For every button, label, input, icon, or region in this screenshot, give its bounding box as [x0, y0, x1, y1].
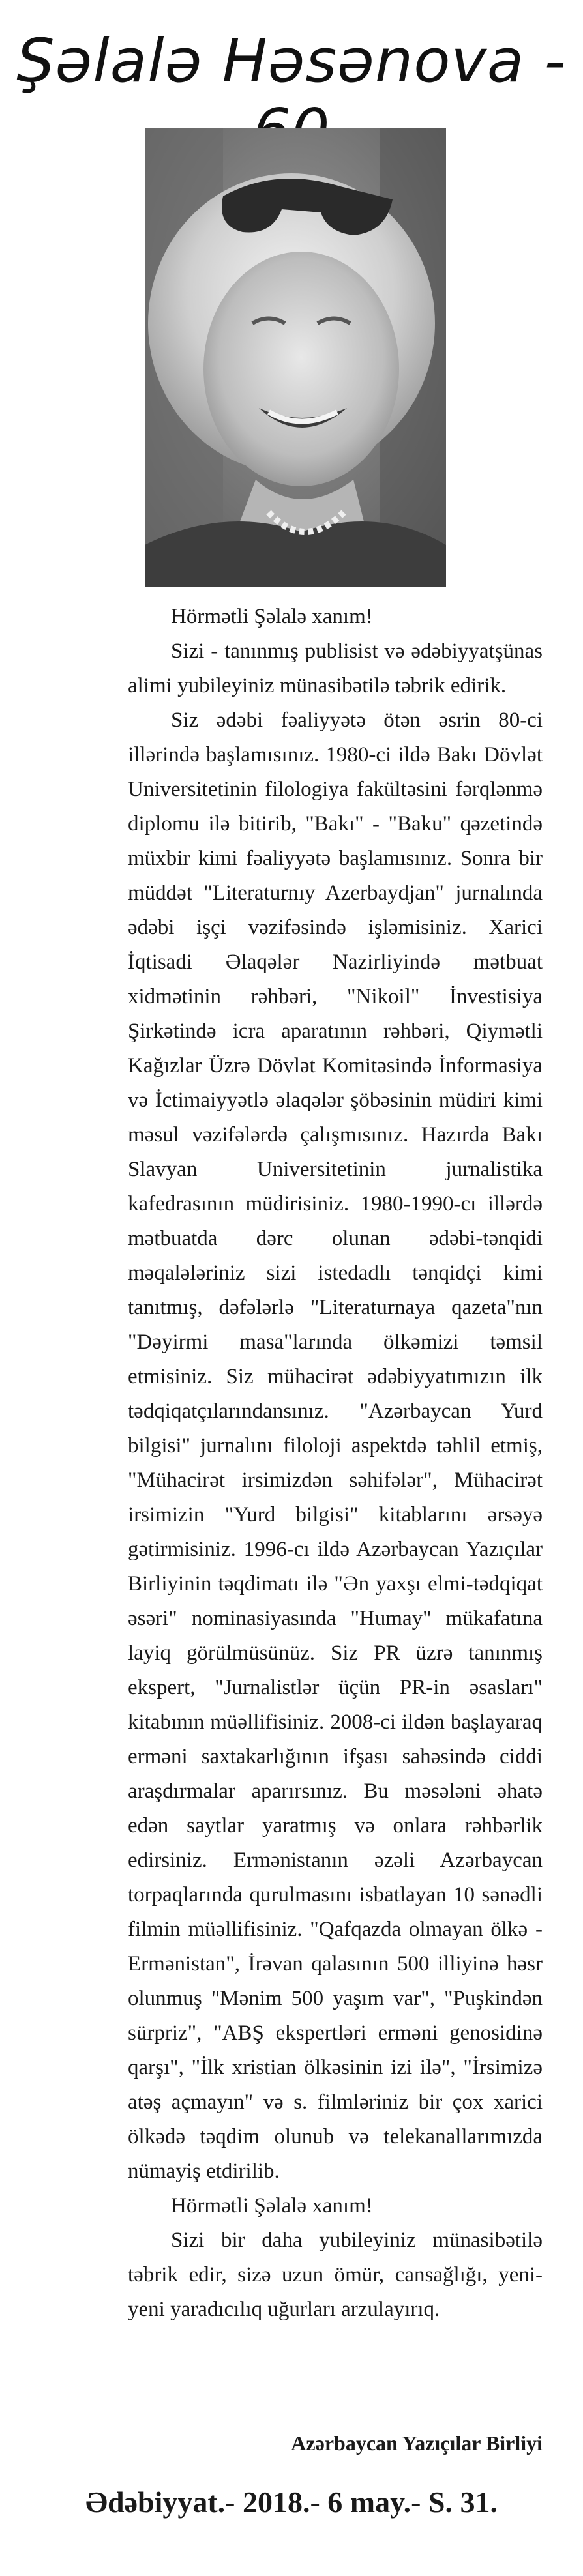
intro-paragraph: Sizi - tanınmış publisist və ədəbiyyatşünas alimi yubileyiniz münasibətilə təbrik edirik.: [128, 639, 543, 697]
portrait-photo: [145, 128, 446, 587]
article-body: [128, 600, 543, 2327]
main-paragraph: Siz ədəbi fəaliyyətə ötən əsrin 80-ci illərində başlamısınız. 1980-ci ildə Bakı Dövlət Universitetinin filologiya fakültəsini fərqlənmə diplomu ilə bitirib, "Bakı" - "Baku" qəzetində müxbir kimi fəaliyyətə başlamısınız. Sonra bir müddət "Literaturnıy Azerbaydjan" jurnalında ədəbi işçi vəzifəsində işləmisiniz. Xarici İqtisadi Əlaqələr Nazirliyində mətbuat xidmətinin rəhbəri, "Nikoil" İnvestisiya Şirkətində icra aparatının rəhbəri, Qiymətli Kağızlar Üzrə Dövlət Komitəsində İnformasiya və İctimaiyyətlə əlaqələr şöbəsinin müdiri kimi məsul vəzifələrdə çalışmısınız. Hazırda Bakı Slavyan Universitetinin jurnalistika kafedrasının müdirisiniz. 1980-1990-cı illərdə mətbuatda dərc olunan ədəbi-tənqidi məqalələriniz sizi istedadlı tənqidçi kimi tanıtmış, dəfələrlə "Literaturnaya qazeta"nın "Dəyirmi masa"larında ölkəmizi təmsil etmisiniz. Siz mühacirət ədəbiyyatımızın ilk tədqiqatçılarındansınız. "Azərbaycan Yurd bilgisi" jurnalını filoloji aspektdə təhlil etmiş, "Mühacirət irsimizdən səhifələr", Mühacirət irsimizin "Yurd bilgisi" kitablarını ərsəyə gətirmisiniz. 1996-cı ildə Azərbaycan Yazıçılar Birliyinin təqdimatı ilə "Ən yaxşı elmi-tədqiqat əsəri" nominasiyasında "Humay" mükafatına layiq görülmüsünüz. Siz PR üzrə tanınmış ekspert, "Jurnalistlər üçün PR-in əsasları" kitabının müəllifisiniz. 2008-ci ildən başlayaraq erməni saxtakarlığının ifşası sahəsində ciddi araşdırmalar aparırsınız. Bu məsələni əhatə edən saytlar yaratmış və onlara rəhbərlik edirsiniz. Ermənistanın əzəli Azərbaycan torpaqlarında qurulmasını isbatlayan 10 sənədli filmin müəllifisiniz. "Qafqazda olmayan ölkə - Ermənistan", İrəvan qalasının 500 illiyinə həsr olunmuş "Mənim 500 yaşım var", "Puşkindən sürpriz", "ABŞ ekspertləri erməni genosidinə qarşı", "İlk xristian ölkəsinin izi ilə", "İrsimizə atəş açmayın" və s. filmləriniz bir çox xarici ölkədə təqdim olunub və telekanallarımızda nümayiş etdirilib.: [128, 709, 543, 2183]
signature: Azərbaycan Yazıçılar Birliyi: [291, 2431, 543, 2455]
portrait-photo-icon: [145, 128, 446, 587]
closing-paragraph: Sizi bir daha yubileyiniz münasibətilə təbrik edir, sizə uzun ömür, cansağlığı, yeni-yeni yaradıcılıq uğurları arzulayırıq.: [128, 2229, 543, 2321]
greeting: Hörmətli Şəlalə xanım!: [171, 605, 373, 628]
source-citation: Ədəbiyyat.- 2018.- 6 may.- S. 31.: [85, 2485, 498, 2519]
article-title: Şəlalə Həsənova -: [16, 26, 567, 96]
closing-greeting: Hörmətli Şəlalə xanım!: [171, 2194, 373, 2217]
